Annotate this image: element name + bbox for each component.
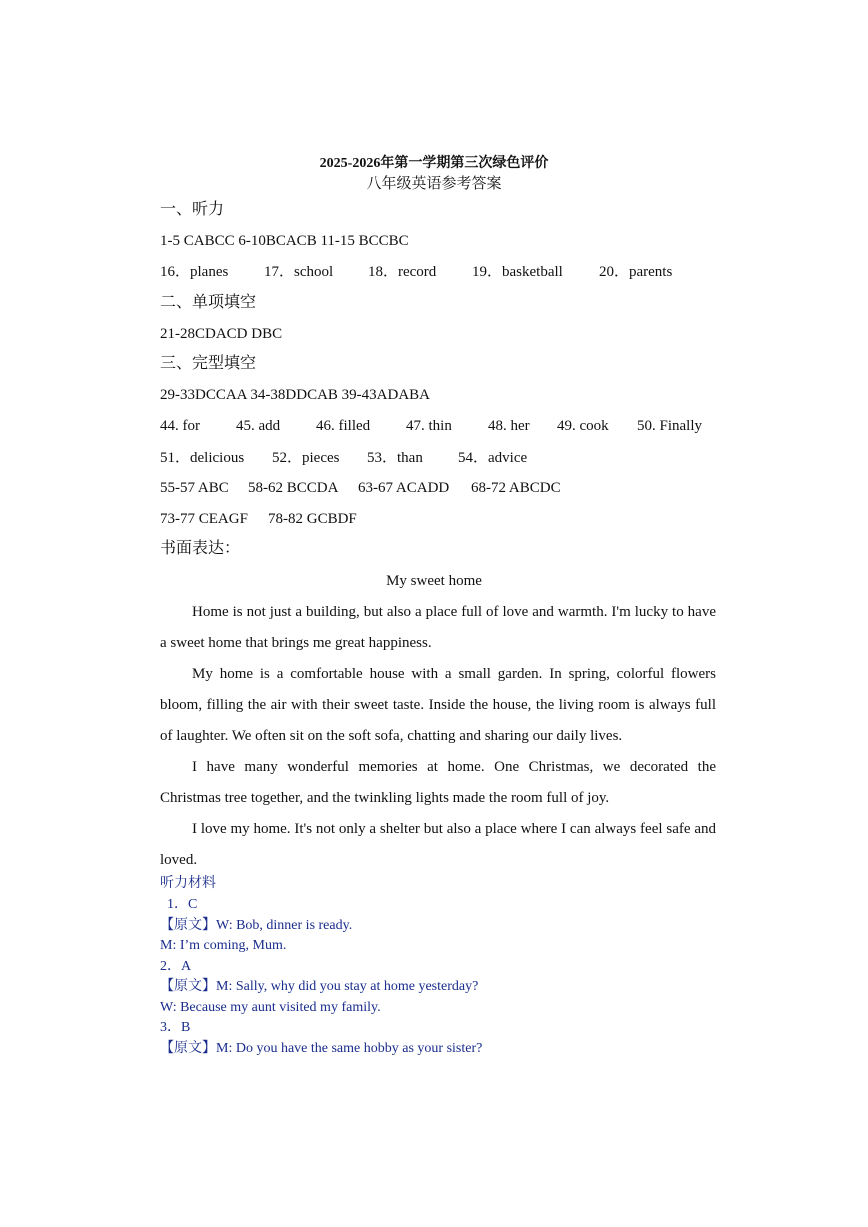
document-title: 2025-2026年第一学期第三次绿色评价 [319,156,549,171]
cloze-answers-line: 29-33DCCAA 34-38DDCAB 39-43ADABA [160,387,431,403]
word-answer: 52．pieces [272,450,340,466]
word-answer: 46. filled [316,418,371,434]
essay-paragraph: I have many wonderful memories at home. One Christmas, we decorated the Christmas tree together, and the twinkling lights made the room full of joy. [160,759,716,806]
blank-answer: 18．record [368,264,437,280]
section-heading-cloze: 三、完型填空 [160,355,257,372]
word-answer: 47. thin [406,418,452,434]
transcript-line: 2．A [160,959,192,974]
transcript-line: W: Because my aunt visited my family. [160,1000,381,1015]
word-answer: 45. add [236,418,281,434]
essay-paragraph: Home is not just a building, but also a place full of love and warmth. I'm lucky to have a sweet home that brings me great happiness. [160,604,716,651]
word-answer: 54．advice [458,450,528,466]
blank-answer: 16．planes [160,264,229,280]
word-answer: 49. cook [557,418,609,434]
single-choice-answers: 21-28CDACD DBC [160,326,283,342]
reading-answers: 63-67 ACADD [358,480,450,496]
reading-answers: 58-62 BCCDA [248,480,339,496]
essay-title: My sweet home [386,573,482,589]
word-answer: 48. her [488,418,530,434]
transcript-line: 【原文】W: Bob, dinner is ready. [160,918,353,933]
section-heading-writing: 书面表达： [160,540,241,557]
word-answer: 44. for [160,418,200,434]
transcript-heading: 听力材料 [160,876,216,891]
transcript-line: 3．B [160,1020,191,1035]
word-answer: 53．than [367,450,423,466]
transcript-line: 【原文】M: Sally, why did you stay at home yesterday? [160,979,479,994]
blank-answer: 20．parents [599,264,673,280]
section-heading-single-choice: 二、单项填空 [160,294,257,311]
blank-answer: 19．basketball [472,264,563,280]
word-answer: 50. Finally [637,418,703,434]
reading-answers: 55-57 ABC [160,480,229,496]
blank-answer: 17．school [264,264,334,280]
essay-body [160,597,716,876]
listening-answers-line: 1-5 CABCC 6-10BCACB 11-15 BCCBC [160,233,409,249]
word-answer: 51．delicious [160,450,245,466]
reading-answers: 73-77 CEAGF [160,511,248,527]
reading-answers: 78-82 GCBDF [268,511,357,527]
essay-paragraph: My home is a comfortable house with a small garden. In spring, colorful flowers bloom, filling the air with their sweet taste. Inside the house, the living room is always full of laughter. We often sit on the soft sofa, chatting and sharing our daily lives. [160,666,716,744]
section-heading-listening: 一、听力 [160,201,225,218]
transcript-line: M: I’m coming, Mum. [160,938,287,953]
transcript-line: 【原文】M: Do you have the same hobby as your sister? [160,1041,483,1056]
transcript-line: 1．C [160,897,198,912]
document-subtitle: 八年级英语参考答案 [366,176,502,192]
reading-answers: 68-72 ABCDC [471,480,561,496]
essay-paragraph: I love my home. It's not only a shelter but also a place where I can always feel safe and loved. [160,821,716,868]
